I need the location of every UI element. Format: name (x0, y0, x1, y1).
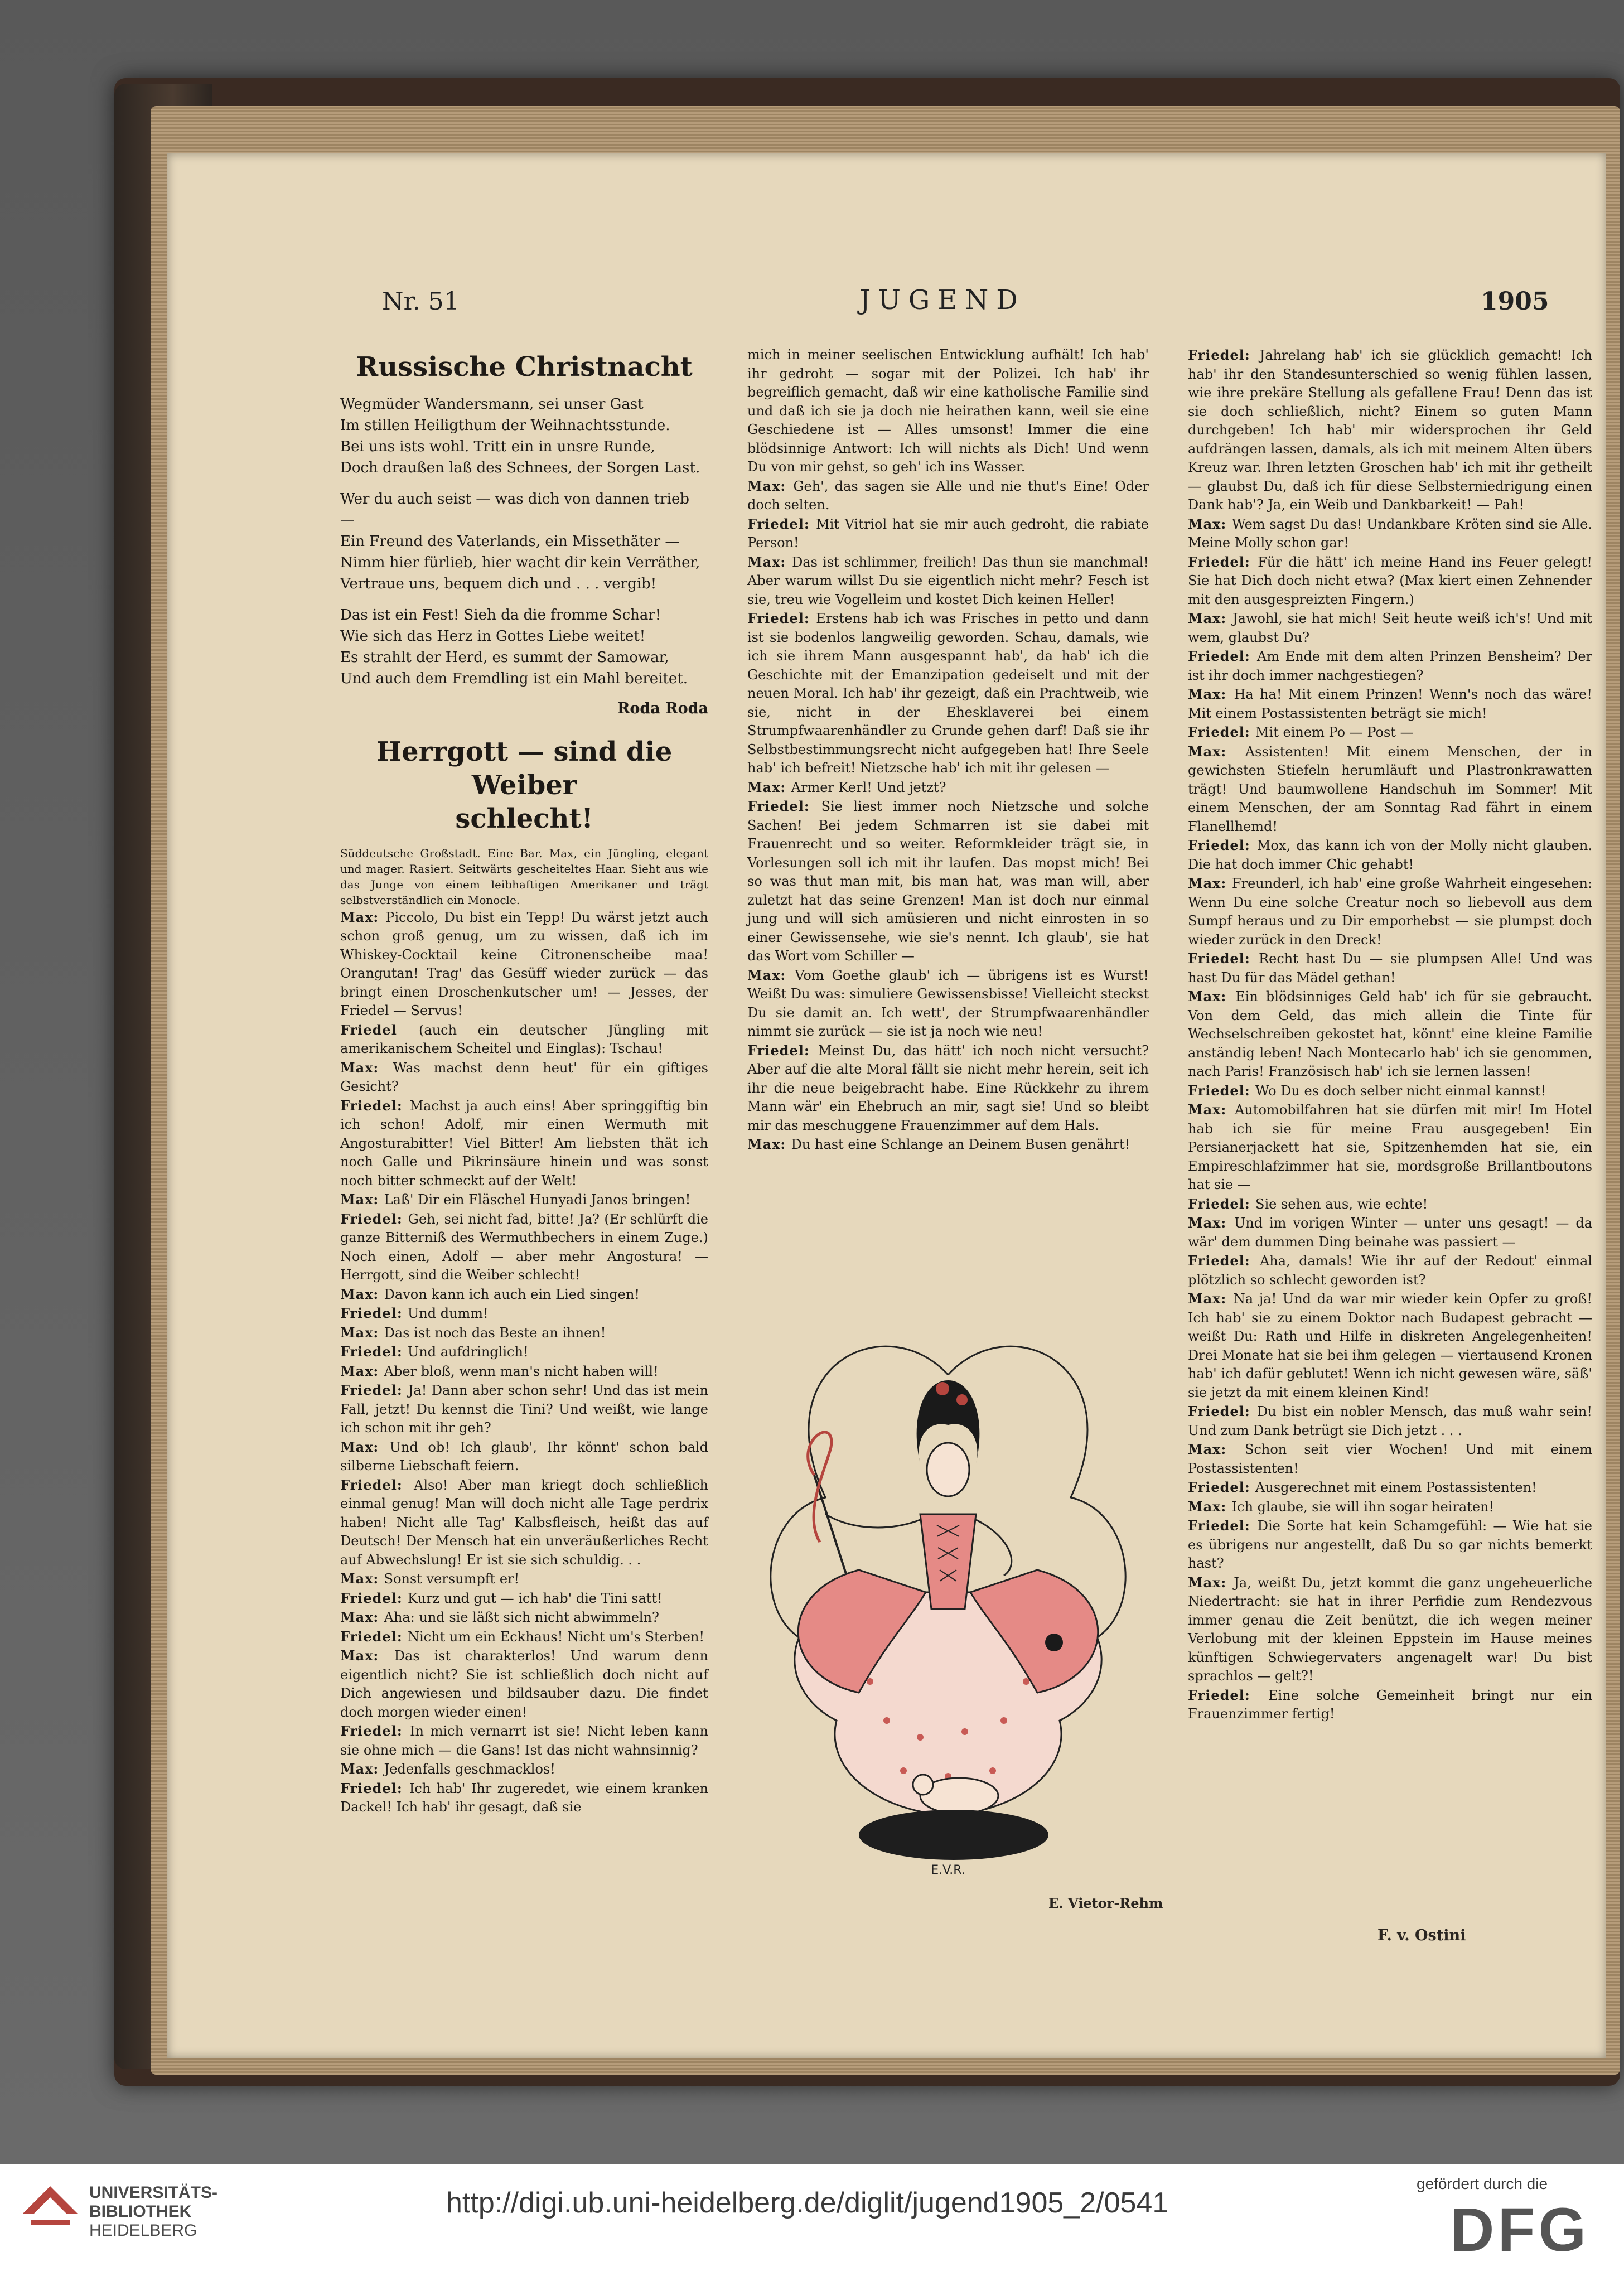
dialogue-block (1188, 346, 1592, 1724)
column-middle (747, 346, 1149, 1154)
dialogue-line (340, 1342, 708, 1362)
play-intro: Süddeutsche Großstadt. Eine Bar. Max, ein Jüngling, elegant und mager. Rasiert. Seitwärts gescheiteltes Haar. Sieht aus wie das Junge von einem leibhaftigen Amerikaner und trägt selbstverständlich ein Monocle. (340, 846, 708, 907)
speaker-name: Friedel: (1188, 724, 1256, 740)
library-line: BIBLIOTHEK (89, 2202, 192, 2221)
dialogue-line (747, 797, 1149, 966)
dialogue-line (340, 1285, 708, 1304)
viewer-footer (0, 2164, 1624, 2276)
dialogue-line (340, 1210, 708, 1285)
speaker-name: Max: (1188, 686, 1234, 702)
dialogue-line (340, 1190, 708, 1210)
speaker-name: Max: (747, 1136, 791, 1152)
poem-line: Im stillen Heiligthum der Weihnachtsstunde. (340, 417, 670, 434)
speaker-name: Friedel: (1188, 1403, 1258, 1419)
artist-monogram: E.V.R. (931, 1863, 965, 1877)
dialogue-line (1188, 553, 1592, 610)
speech-text: Armer Kerl! Und jetzt? (791, 779, 946, 795)
dialogue-line (340, 1589, 708, 1608)
dialogue-line (340, 1304, 708, 1323)
column-right (1188, 346, 1592, 1724)
speech-text: Eine solche Gemeinheit bringt nur ein Frauenzimmer fertig! (1188, 1687, 1592, 1722)
arm-left (825, 1514, 920, 1528)
dfg-logo[interactable]: DFG (1450, 2196, 1590, 2264)
poem-line: Wer du auch seist — was dich von dannen trieb — (340, 491, 690, 529)
dialogue-line (1188, 685, 1592, 723)
speech-text: Sie sehen aus, wie echte! (1255, 1196, 1428, 1212)
speaker-name: Max: (340, 1059, 393, 1076)
dialogue-line (340, 1381, 708, 1438)
ground-mound (859, 1810, 1048, 1860)
speech-text: Na ja! Und da war mir wieder kein Opfer zu groß! Ich hab' sie zu einem Doktor nach Budapest gebracht — weißt Du: Rath und Hilfe in diskreten Angelegenheiten! Drei Monate hat sie bei ihm gelegen — viertausend Kronen hab' ich dafür geblutet! Wenn ich nicht gewesen wäre, säß' sie jetzt da mit einem kleinen Kind! (1188, 1291, 1593, 1400)
speech-text: Das ist schlimmer, freilich! Das thun sie manchmal! Aber warum willst Du sie eigentlich nicht mehr? Fesch ist sie, treu wie Vogelleim und kostet Dich keinen Heller! (747, 554, 1149, 607)
speech-text: Geh, sei nicht fad, bitte! Ja? (Er schlürft die ganze Bitterniß des Wermuthbechers in einem Zuge.) Noch einen, Adolf — aber mehr Angostura! — Herrgott, sind die Weiber schlecht! (340, 1211, 709, 1283)
speech-text: Ja, weißt Du, jetzt kommt die ganz ungeheuerliche Niedertracht: sie hat in ihrer Perfidie zum Rendezvous immer genau die Zeit benützt, die ich wegen meiner Verlobung mit der kleinen Eppstein im Hause meines künftigen Schwiegervaters angenagelt war! Du bist sprachlos — gelt?! (1188, 1574, 1592, 1684)
speaker-name: Friedel: (1188, 950, 1259, 967)
play-author: F. v. Ostini (1378, 1927, 1466, 1944)
speech-text: Mox, das kann ich von der Molly nicht glauben. Die hat doch immer Chic gehabt! (1188, 838, 1592, 872)
speech-text: Das ist noch das Beste an ihnen! (384, 1325, 606, 1341)
speaker-name: Friedel: (340, 1780, 409, 1796)
dialogue-line (340, 1323, 708, 1343)
speech-text: Und dumm! (408, 1306, 489, 1321)
speaker-name: Max: (1188, 1291, 1234, 1307)
dialogue-line (340, 908, 708, 1021)
speaker-name: Friedel: (340, 1476, 414, 1493)
speaker-name: Friedel: (340, 1723, 410, 1739)
dialogue-line (1188, 1573, 1592, 1686)
dialogue-line (1188, 723, 1592, 742)
speech-text: Das ist charakterlos! Und warum denn eigentlich nicht? Sie ist schließlich doch nicht auf Dich angewiesen und bildsauber dazu. Die findet doch morgen wieder einen! (340, 1648, 709, 1720)
dialogue-line (1188, 346, 1592, 515)
library-line: UNIVERSITÄTS- (89, 2183, 218, 2202)
speech-text: Recht hast Du — sie plumpsen Alle! Und was hast Du für das Mädel gethan! (1188, 951, 1593, 985)
poem-line: Vertraue uns, bequem dich und . . . vergib! (340, 576, 657, 592)
speech-text: Und ob! Ich glaub', Ihr könnt' schon bald silberne Liebschaft feiern. (340, 1439, 709, 1473)
dialogue-line (1188, 1289, 1592, 1402)
speech-text: Kurz und gut — ich hab' die Tini satt! (408, 1590, 663, 1606)
magazine-title: JUGEND (859, 284, 1026, 316)
dialogue-line (1188, 1686, 1592, 1724)
speech-text: Nicht um ein Eckhaus! Nicht um's Sterben! (408, 1629, 705, 1645)
speech-text: Ich glaube, sie will ihn sogar heiraten! (1231, 1499, 1495, 1515)
dialogue-line (340, 1362, 708, 1381)
dialogue-line (340, 1096, 708, 1191)
dialogue-line (340, 1760, 708, 1779)
play-title (340, 735, 708, 835)
speech-text: Für die hätt' ich meine Hand ins Feuer gelegt! Sie hat Dich doch nicht etwa? (Max kiert einen Zehnender mit den ausgespreizten Fingern.) (1188, 554, 1593, 607)
dialogue-block (747, 346, 1149, 1154)
dialogue-block (340, 908, 708, 1817)
speaker-name: Max: (340, 1438, 390, 1455)
dialogue-line (1188, 742, 1592, 837)
speaker-name: Friedel: (1188, 553, 1258, 570)
speech-text: Ausgerechnet mit einem Postassistenten! (1255, 1480, 1537, 1495)
speech-text: Sie liest immer noch Nietzsche und solche Sachen! Bei jedem Schmarren ist sie dabei mit Frauenrecht und so weiter. Reformkleider trägt sie, in Vorlesungen soll ich mit ihr laufen. Das mopst mich! Bei so was thut man mit, bis man hat, was man will, aber zuletzt hat das seine Grenzen! Man ist doch nur einmal jung und will sich amüsieren und nicht einrosten in so einer Gewissensehe, wie sie's nennt. Ich glaub', sie hat das Wort vom Schiller — (747, 799, 1149, 964)
dialogue-line (1188, 1497, 1592, 1517)
speaker-name: Max: (340, 1761, 384, 1777)
dialogue-line (1188, 515, 1592, 553)
speaker-name: Friedel: (747, 1042, 818, 1059)
speech-text: Geh', das sagen sie Alle und nie thut's Eine! Oder doch selten. (747, 478, 1149, 513)
poem-title: Russische Christnacht (356, 351, 693, 383)
dialogue-line (340, 1021, 708, 1059)
illustration-lady-with-lamb (742, 1330, 1154, 1877)
issue-year: 1905 (1481, 287, 1549, 316)
speech-text: Sonst versumpft er! (384, 1571, 520, 1587)
dialogue-line (340, 1569, 708, 1589)
dialogue-line (1188, 1214, 1592, 1251)
poem-line: Wie sich das Herz in Gottes Liebe weitet! (340, 628, 646, 645)
poem-line: Nimm hier fürlieb, hier wacht dir kein Verräther, (340, 554, 700, 571)
speaker-name: Max: (340, 1286, 384, 1302)
speaker-name: Max: (340, 1191, 384, 1207)
speaker-name: Max: (1188, 1441, 1245, 1457)
dialogue-line (1188, 1402, 1592, 1440)
speech-text: Mit einem Po — Post — (1255, 724, 1414, 740)
speaker-name: Friedel (340, 1021, 419, 1038)
speech-text: Ha ha! Mit einem Prinzen! Wenn's noch das wäre! Mit einem Postassistenten beträgt sie mich! (1188, 687, 1593, 721)
speaker-name: Max: (1188, 515, 1232, 532)
dialogue-line (340, 1476, 708, 1570)
speaker-name: Friedel: (340, 1305, 408, 1321)
speaker-name: Max: (340, 1609, 384, 1625)
speaker-name: Friedel: (1188, 1479, 1256, 1495)
dialogue-line (747, 553, 1149, 610)
speech-text: Aha, damals! Wie ihr auf der Redout' einmal plötzlich so schlecht geworden ist? (1188, 1253, 1592, 1288)
dialogue-line (1188, 874, 1592, 949)
speaker-name: Friedel: (1188, 1253, 1260, 1269)
speech-text: Meinst Du, das hätt' ich noch nicht versucht? Aber auf die alte Moral fällt sie nicht mehr herein, seit ich ihr die neue beigebracht habe. Eine Rückkehr zu ihrem Mann wär' ein Ehebruch an mir, sagt sie! Und so bleibt mir das meschuggene Frauenzimmer auf dem Hals. (747, 1042, 1149, 1133)
dialogue-line (1188, 1081, 1592, 1101)
speaker-name: Max: (1188, 875, 1232, 891)
speech-text: Du bist ein nobler Mensch, das muß wahr sein! Und zum Dank betrügt sie Dich jetzt . . . (1188, 1404, 1593, 1438)
speaker-name: Max: (1188, 1498, 1232, 1515)
speaker-name: Friedel: (1188, 1195, 1256, 1212)
speech-text: Davon kann ich auch ein Lied singen! (384, 1286, 640, 1302)
speech-text: mich in meiner seelischen Entwicklung aufhält! Ich hab' ihr gedroht — sogar mit der Polizei. Ich hab' ihr begreiflich gemacht, daß wir eine katholische Familie sind und daß ich sie ja doch nie heirathen kann, weil sie eine Geschiedene ist — Alles umsonst! Immer die eine blödsinnige Antwort: Ich will nichts als Dich! Und wenn Du von mir gehst, so geh' ich ins Wasser. (747, 347, 1149, 475)
poem-line: Das ist ein Fest! Sieh da die fromme Schar! (340, 607, 661, 624)
speech-text: Freunderl, ich hab' eine große Wahrheit eingesehen: Wenn Du eine solche Creatur noch so liebevoll aus dem Sumpf heraus und zu Dir emporhebst — sie plumpst doch wieder zurück in den Dreck! (1188, 876, 1593, 948)
poem-line: Ein Freund des Vaterlands, ein Missethäter — (340, 533, 680, 550)
speaker-name: Max: (747, 779, 791, 795)
speaker-name: Max: (340, 909, 386, 925)
speech-text: Mit Vitriol hat sie mir auch gedroht, die rabiate Person! (747, 516, 1149, 550)
speech-text: Und aufdringlich! (408, 1344, 529, 1360)
university-logo-icon[interactable] (17, 2175, 84, 2242)
funded-by-label: gefördert durch die (1417, 2175, 1548, 2192)
dialogue-line (747, 1135, 1149, 1154)
speaker-name: Max: (1188, 988, 1236, 1004)
speech-text: Vom Goethe glaub' ich — übrigens ist es Wurst! Weißt Du was: simuliere Gewissensbisse! Vielleicht steckst Du sie damit an. Ich wett', der Strumpfwaarenhändler nimmt sie zurück — sie ist ja noch wie neu! (747, 967, 1149, 1039)
dialogue-line (1188, 1100, 1592, 1195)
poem-line: Doch draußen laß des Schnees, der Sorgen Last. (340, 460, 700, 476)
speech-text: (auch ein deutscher Jüngling mit amerikanischem Scheitel und Einglas): Tschau! (340, 1022, 709, 1056)
speech-text: Automobilfahren hat sie dürfen mit mir! Im Hotel hab ich sie für meine Frau ausgegeben! Ein Persianerjackett hat sie, Spitzenhemden hat sie, ein Empireschlafzimmer hat sie, mordsgroße Brillantboutons hat sie — (1188, 1102, 1593, 1192)
speaker-name: Friedel: (1188, 1518, 1258, 1534)
dialogue-line (340, 1438, 708, 1476)
dialogue-line (1188, 1516, 1592, 1573)
speaker-name: Friedel: (340, 1210, 408, 1227)
dialogue-line (340, 1646, 708, 1722)
speech-text: Piccolo, Du bist ein Tepp! Du wärst jetzt auch schon groß genug, um zu wissen, daß ich im Whiskey-Cocktail keine Citronenscheibe maa! Orangutan! Trag' das Gesüff wieder zurück — das bringt einen Droschenkutscher um! — Jesses, der Friedel — Servus! (340, 909, 709, 1018)
speech-text: In mich vernarrt ist sie! Nicht leben kann sie ohne mich — die Gans! Ist das nicht wahnsinnig? (340, 1723, 709, 1758)
speech-text: Die Sorte hat kein Schamgefühl: — Wie hat sie es übrigens nur angestellt, daß Du so gar nichts bemerkt hast? (1188, 1518, 1592, 1571)
face (927, 1443, 969, 1496)
speaker-name: Friedel: (747, 610, 816, 626)
speaker-name: Friedel: (747, 515, 816, 532)
speech-text: Laß' Dir ein Fläschel Hunyadi Janos bringen! (384, 1192, 691, 1207)
dialogue-line (747, 346, 1149, 477)
speaker-name: Friedel: (340, 1097, 410, 1114)
speech-text: Aha: und sie läßt sich nicht abwimmeln? (384, 1610, 659, 1625)
dialogue-line (1188, 949, 1592, 987)
speech-text: Assistenten! Mit einem Menschen, der in gewichsten Stiefeln herumläuft und Plastronkrawatten trägt! Und baumwollene Handschuh im Sommer! Mit einem Menschen, der am Sonntag Rad fährt in einem Flanellhemd! (1188, 743, 1592, 834)
speaker-name: Max: (340, 1362, 384, 1379)
poem-line: Und auch dem Fremdling ist ein Mahl bereitet. (340, 670, 688, 687)
arm-right (976, 1520, 1012, 1576)
speech-text: Jedenfalls geschmacklos! (384, 1761, 555, 1777)
page-url[interactable]: http://digi.ub.uni-heidelberg.de/diglit/jugend1905_2/0541 (446, 2187, 1169, 2219)
dialogue-line (1188, 609, 1592, 647)
dialogue-line (747, 609, 1149, 778)
dialogue-line (340, 1059, 708, 1096)
speaker-name: Friedel: (1188, 347, 1260, 363)
column-left (340, 346, 708, 1817)
illustration-credit: E. Vietor-Rehm (1048, 1895, 1163, 1911)
poem-author: Roda Roda (617, 700, 708, 717)
speaker-name: Max: (747, 967, 795, 983)
dialogue-line (747, 1041, 1149, 1135)
speech-text: Aber bloß, wenn man's nicht haben will! (384, 1363, 659, 1379)
speech-text: Machst ja auch eins! Aber springgiftig bin ich schon! Adolf, mir einen Wermuth mit Angosturabitter! Viel Bitter! Am liebsten thät ich noch Galle und Pikrinsäure hinein und was sonst noch bitter schmeckt auf der Welt! (340, 1098, 708, 1188)
speech-text: Wem sagst Du das! Undankbare Kröten sind sie Alle. Meine Molly schon gar! (1188, 516, 1593, 550)
speaker-name: Max: (747, 477, 794, 494)
speech-text: Jawohl, sie hat mich! Seit heute weiß ich's! Und mit wem, glaubst Du? (1188, 611, 1593, 645)
speech-text: Am Ende mit dem alten Prinzen Bensheim? Der ist ihr doch immer nachgestiegen? (1188, 649, 1593, 683)
speech-text: Wo Du es doch selber nicht einmal kannst! (1255, 1083, 1546, 1099)
speech-text: Ja! Dann aber schon sehr! Und das ist mein Fall, jetzt! Du kennst die Tini? Und weißt, wie lange ich schon mit ihr geh? (340, 1383, 708, 1436)
hair-rose (936, 1382, 949, 1395)
issue-number: Nr. 51 (382, 287, 460, 316)
play-title-line: schlecht! (455, 803, 593, 834)
speaker-name: Max: (340, 1324, 384, 1341)
poem-line: Es strahlt der Herd, es summt der Samowar, (340, 649, 669, 666)
poem-stanza (340, 489, 708, 595)
speaker-name: Max: (1188, 610, 1233, 626)
speaker-name: Max: (1188, 1101, 1235, 1118)
speaker-name: Max: (747, 553, 792, 570)
poem-stanza (340, 394, 708, 479)
dialogue-line (747, 477, 1149, 515)
dialogue-line (1188, 1478, 1592, 1497)
speech-text: Was machst denn heut' für ein giftiges Gesicht? (340, 1060, 708, 1094)
speaker-name: Friedel: (340, 1628, 408, 1645)
hair-rose (956, 1394, 968, 1405)
speaker-name: Friedel: (1188, 1082, 1256, 1099)
speech-text: Ein blödsinniges Geld hab' ich für sie gebraucht. Von dem Geld, das mich allein die Tinte für Wechselschreiben gekostet hat, könnt' eine kleine Familie anständig leben! Nach Montecarlo hab' ich sie genommen, nach Paris! Französisch hab' ich sie lernen lassen! (1188, 989, 1593, 1079)
dark-rose (1045, 1634, 1063, 1651)
speaker-name: Max: (1188, 1215, 1234, 1231)
speech-text: Schon seit vier Wochen! Und mit einem Postassistenten! (1188, 1442, 1592, 1476)
speaker-name: Max: (1188, 743, 1245, 760)
dialogue-line (340, 1608, 708, 1627)
speech-text: Ich hab' Ihr zugeredet, wie einem kranken Dackel! Ich hab' ihr gesagt, daß sie (340, 1780, 708, 1815)
speaker-name: Max: (340, 1647, 394, 1664)
library-line: HEIDELBERG (89, 2221, 197, 2240)
speech-text: Jahrelang hab' ich sie glücklich gemacht! Ich hab' ihr den Standesunterschied so wenig fühlen lassen, wie ihre prekäre Stellung als gefallene Frau! Denn das ist sie doch schließlich, nicht? Einem so guten Mann durchgeben! Ich hab' mir widersprochen ihr Geld aufdrängen lassen, damals, als ich mit meinem Alten übers Kreuz war. Ihren letzten Groschen hab' ich mit ihr getheilt — glaubst Du, daß ich für diese Selbsterniedrigung einen Dank hab'? Ja, ein Weib und Dankbarkeit! — Pah! (1188, 347, 1592, 513)
speech-text: Du hast eine Schlange an Deinem Busen genährt! (791, 1137, 1130, 1152)
speaker-name: Max: (340, 1571, 384, 1587)
speaker-name: Friedel: (1188, 1687, 1269, 1703)
dialogue-line (747, 778, 1149, 798)
dialogue-line (340, 1779, 708, 1817)
poem-line: Bei uns ists wohl. Tritt ein in unsre Runde, (340, 438, 655, 455)
speaker-name: Friedel: (340, 1589, 408, 1606)
dialogue-line (1188, 987, 1592, 1081)
ribbon (808, 1432, 832, 1542)
poem-body (340, 394, 708, 689)
speaker-name: Max: (1188, 1574, 1234, 1591)
dialogue-line (1188, 1440, 1592, 1478)
speaker-name: Friedel: (1188, 837, 1257, 853)
poem-line: Wegmüder Wandersmann, sei unser Gast (340, 396, 644, 413)
speech-text: Und im vorigen Winter — unter uns gesagt! — da wär' dem dummen Ding beinahe was passiert — (1188, 1215, 1593, 1250)
library-name[interactable] (89, 2183, 218, 2240)
dialogue-line (747, 515, 1149, 553)
dialogue-line (340, 1627, 708, 1647)
speaker-name: Friedel: (747, 798, 821, 814)
dialogue-line (1188, 1195, 1592, 1214)
speaker-name: Friedel: (1188, 648, 1257, 664)
speaker-name: Friedel: (340, 1344, 408, 1360)
speech-text: Also! Aber man kriegt doch schließlich einmal genug! Man will doch nicht alle Tage perdrix haben! Nicht alle Tag' Kalbsfleisch, heißt das auf Deutsch! Der Mensch hat ein unveräußerliches Recht auf Abwechslung! Er ist sie sich schuldig. . . (340, 1477, 709, 1568)
dialogue-line (1188, 1251, 1592, 1289)
speaker-name: Friedel: (340, 1382, 408, 1398)
speech-text: Erstens hab ich was Frisches in petto und dann ist sie bodenlos langweilig geworden. Schau, damals, wie ich sie ihrem Mann ausgespannt hab', da hab' ich die Geschichte mit der Emanzipation gedeiselt und mit der neuen Moral. Ich hab' ihr gezeigt, daß ein Prachtweib, wie sie, nicht in der Ehesklaverei bei einem Strumpfwaarenhändler zu Grunde gehen darf! Daß sie ihr Selbstbestimmungsrecht nicht aufgegeben hat! Ihre Seele hab' ich befreit! Nietzsche hab' ich mit ihr gelesen — (747, 611, 1149, 776)
dialogue-line (747, 966, 1149, 1041)
poem-stanza (340, 605, 708, 689)
dialogue-line (340, 1722, 708, 1760)
dialogue-line (1188, 647, 1592, 685)
play-title-line: Herrgott — sind die Weiber (376, 736, 673, 801)
dialogue-line (1188, 836, 1592, 874)
lamb-head (913, 1775, 933, 1795)
